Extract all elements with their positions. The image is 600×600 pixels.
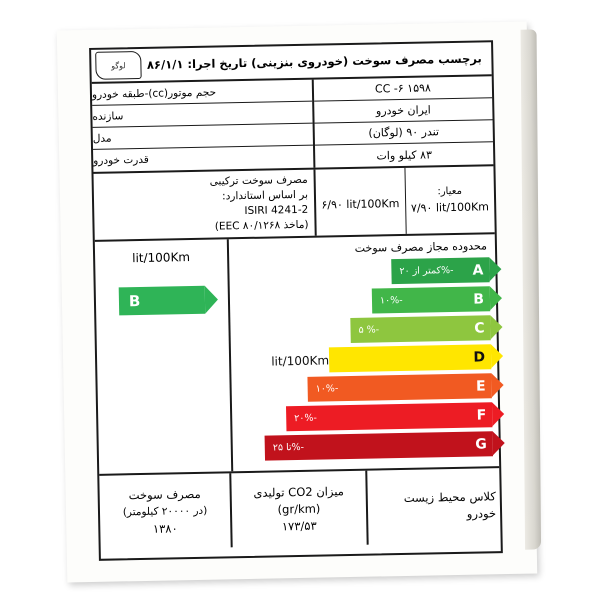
combined-measured-cell xyxy=(315,168,406,236)
band-row xyxy=(235,257,489,287)
band-letter: G xyxy=(475,435,487,453)
band-letter: D xyxy=(473,348,486,366)
vehicle-specs-labels xyxy=(92,80,314,172)
result-unit-label: lit/100Km xyxy=(132,250,191,266)
footer-env-class xyxy=(367,468,500,545)
footer-co2 xyxy=(231,471,368,548)
bands-title: محدوده مجاز مصرف سوخت xyxy=(354,239,488,255)
fuel-label-table xyxy=(89,40,503,561)
combined-values xyxy=(313,166,494,235)
footer-fuel-sub: (در ۲۰۰۰۰ کیلومتر) xyxy=(122,504,208,518)
spec-label-model: مدل xyxy=(93,124,313,150)
combined-standard-code: ISIRI 4241-2 xyxy=(244,203,309,217)
footer-env-class-label: کلاس محیط زیست خودرو xyxy=(403,489,497,521)
band-letter: B xyxy=(473,290,485,308)
page-title: برچسب مصرف سوخت (خودروی بنزینی) تاریخ اجرا: ۸۶/۱/۱ xyxy=(146,51,482,72)
footer-co2-title: میزان CO2 تولیدی xyxy=(253,483,345,500)
vehicle-specs-block xyxy=(92,76,494,174)
band-row xyxy=(236,286,490,316)
band-row xyxy=(238,402,492,432)
combined-criterion-label: معیار: xyxy=(437,185,462,198)
footer-fuel xyxy=(99,473,232,550)
combined-measured-value: ۶/۹۰ lit/100Km xyxy=(321,196,400,212)
band-pct: کمتر از ۲۰%- xyxy=(399,264,454,278)
combined-standard-line: بر اساس استاندارد: xyxy=(222,188,309,203)
efficiency-bands-block xyxy=(95,234,499,476)
combined-title: مصرف سوخت ترکیبی xyxy=(209,173,308,188)
combined-criterion-value: ۷/۹۰ lit/100Km xyxy=(410,200,490,215)
result-band-letter: B xyxy=(128,292,141,311)
spec-label-power: قدرت خودرو xyxy=(93,153,149,167)
spec-value-engine: ۱۵۹۸ CC -۶ xyxy=(314,76,492,101)
band-letter: C xyxy=(474,319,485,337)
band-letter: F xyxy=(476,406,487,424)
footer-co2-unit: (gr/km) xyxy=(277,501,321,516)
organization-logo-icon: لوگو xyxy=(95,51,142,80)
band-row xyxy=(236,315,490,345)
spec-label-manufacturer: سازنده xyxy=(92,102,312,128)
combined-criterion-cell xyxy=(405,166,495,234)
band-letter: E xyxy=(475,377,486,395)
band-row xyxy=(237,373,491,403)
band-pct: ۱۰%- xyxy=(379,294,403,307)
band-pct: ۵ %- xyxy=(358,324,380,336)
combined-standard-ref: (ماخذ EEC ۸۰/۱۲۶۸) xyxy=(214,218,309,233)
band-pct: تا ۲۵%- xyxy=(272,441,305,454)
spec-value-power: ۸۳ کیلو وات xyxy=(376,147,433,162)
combined-consumption-block xyxy=(94,166,495,242)
spec-label-engine: حجم موتور(cc)-طبقه خودرو xyxy=(92,80,312,106)
label-footer xyxy=(99,468,500,550)
footer-fuel-value: ۱۳۸۰ xyxy=(152,520,178,536)
efficiency-bands-list xyxy=(227,234,499,471)
vehicle-specs-values xyxy=(312,76,494,167)
spec-value-manufacturer: ایران خودرو xyxy=(314,98,492,123)
paper-curl-edge xyxy=(521,29,542,549)
band-pct: ۲۰%- xyxy=(294,412,318,425)
band-pct: ۱۰%- xyxy=(315,383,339,395)
band-letter: A xyxy=(472,261,484,279)
band-row xyxy=(237,344,491,374)
result-band xyxy=(119,286,206,316)
footer-fuel-title: مصرف سوخت xyxy=(128,486,201,502)
footer-co2-value: ۱۷۳/۵۳ xyxy=(281,518,317,533)
band-unit-label: lit/100Km xyxy=(271,352,330,369)
label-sheet xyxy=(57,22,538,583)
spec-value-model: تندر ۹۰ (لوگان) xyxy=(315,120,493,145)
band-row xyxy=(239,431,493,461)
result-block xyxy=(95,239,231,473)
combined-title-block xyxy=(94,170,315,240)
